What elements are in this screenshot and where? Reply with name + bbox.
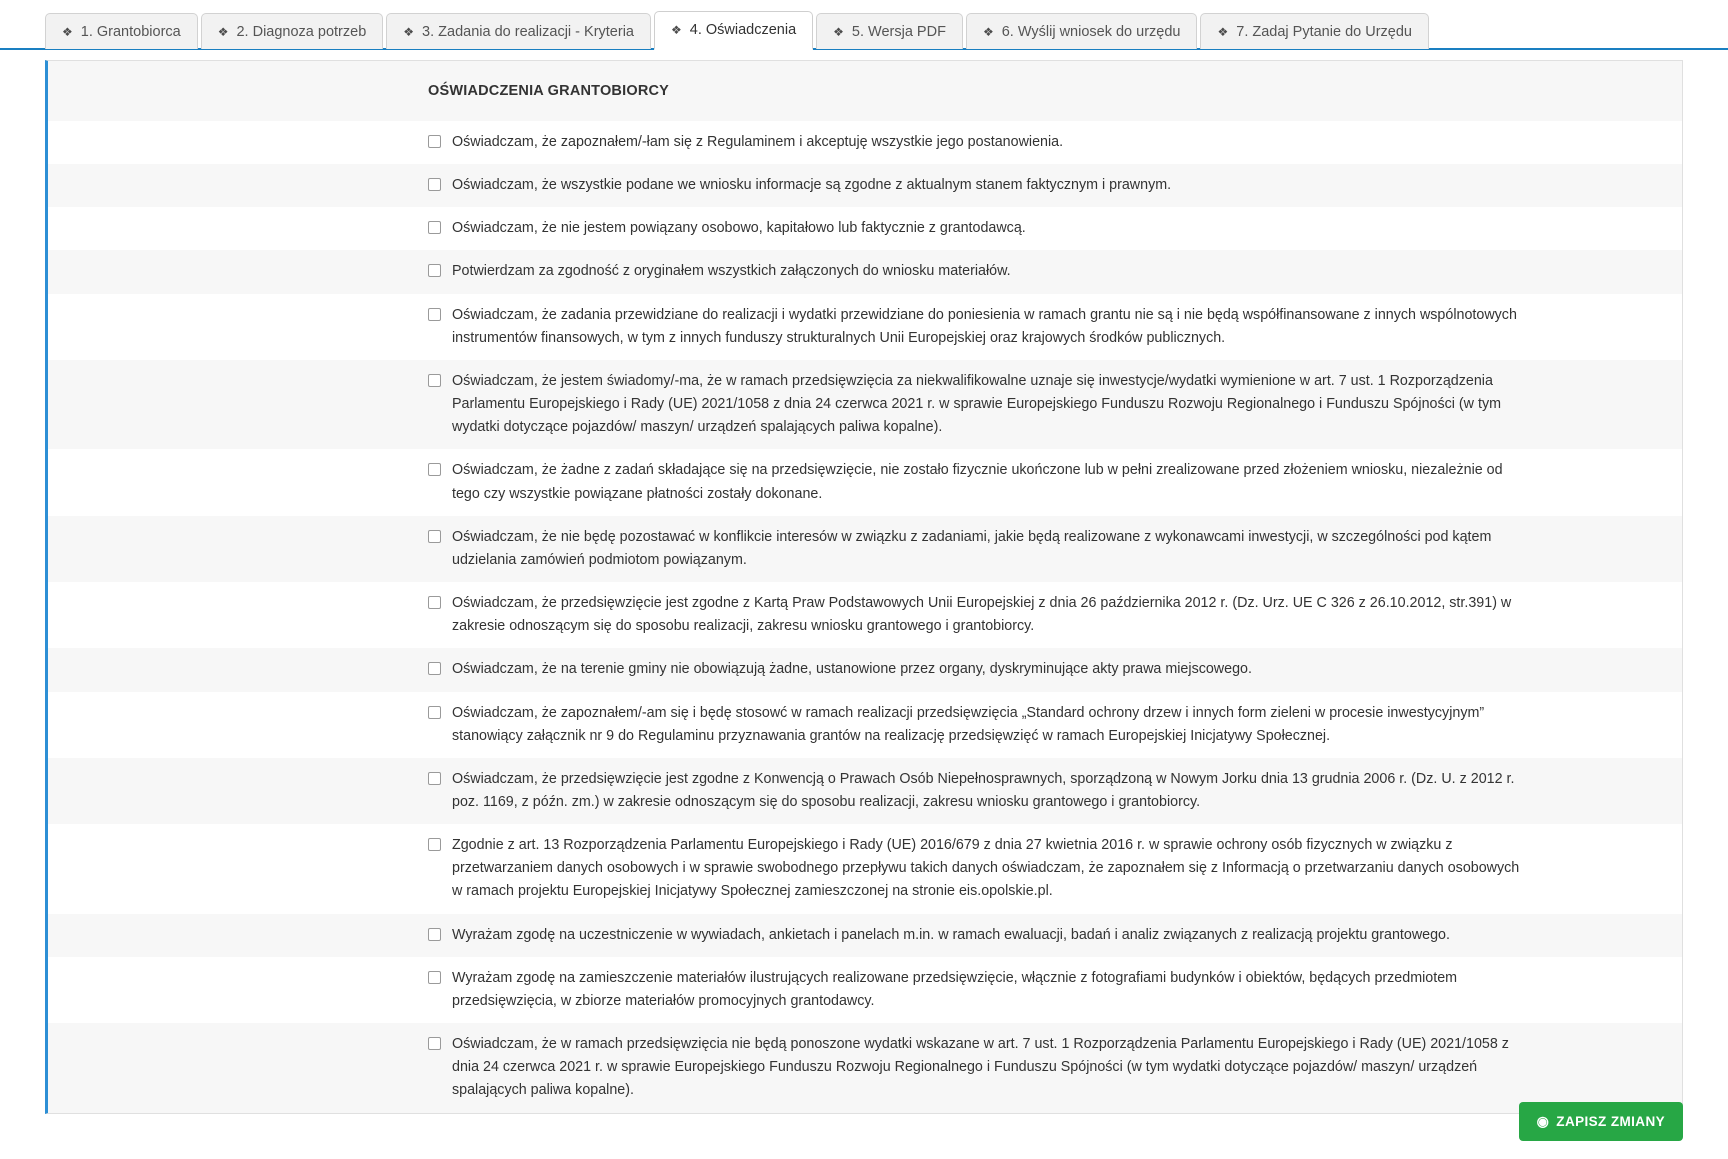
statement-checkbox[interactable] xyxy=(428,596,441,609)
tab-label: 5. Wersja PDF xyxy=(851,24,946,40)
diamond-icon: ❖ xyxy=(833,25,844,39)
statement-checkbox[interactable] xyxy=(428,838,441,851)
statement-row xyxy=(48,824,1682,913)
statement-row xyxy=(48,914,1682,957)
statement-text: Oświadczam, że żadne z zadań składające się na przedsięwzięcie, nie zostało fizycznie ukończone lub w pełni zrealizowane przed złożeniem wniosku, niezależnie od tego czy wszystkie powiązane płatności zostały dokonane. xyxy=(452,462,1503,502)
statement-checkbox[interactable] xyxy=(428,178,441,191)
statement-row xyxy=(48,648,1682,691)
statement-text: Oświadczam, że nie będę pozostawać w konflikcie interesów w związku z zadaniami, jakie będą realizowane z wykonawcami inwestycji, w szczególności pod kątem udzielania zamówień podmiotom powiązanym. xyxy=(452,528,1492,568)
tab-label: 4. Oświadczenia xyxy=(689,22,797,38)
page-title: OŚWIADCZENIA GRANTOBIORCY xyxy=(48,61,1682,121)
statement-text: Oświadczam, że zadania przewidziane do realizacji i wydatki przewidziane do poniesienia w ramach grantu nie są i nie będą współfinansowane z innych wspólnotowych instrumentów finansowych, w tym z innych funduszy strukturalnych Unii Europejskiej oraz krajowych środków publicznych. xyxy=(452,306,1517,346)
statement-text: Oświadczam, że zapoznałem/-łam się z Regulaminem i akceptuję wszystkie jego postanowienia. xyxy=(452,134,1064,150)
tab-7[interactable] xyxy=(1200,13,1428,49)
statement-row xyxy=(48,758,1682,824)
statement-text: Wyrażam zgodę na uczestniczenie w wywiadach, ankietach i panelach m.in. w ramach ewaluacji, badań i analiz związanych z realizacją projektu grantowego. xyxy=(452,926,1450,943)
statements-list xyxy=(48,121,1682,1113)
statement-text: Oświadczam, że przedsięwzięcie jest zgodne z Konwencją o Prawach Osób Niepełnosprawnych, sporządzoną w Nowym Jorku dnia 13 grudnia 2006 r. (Dz. U. z 2012 r. poz. 1169, z późn. zm.) w zakresie odnoszącym się do sposobu realizacji, zakresu wniosku grantowego i grantobiorcy. xyxy=(452,770,1515,810)
tab-5[interactable] xyxy=(816,13,963,49)
statement-text: Potwierdzam za zgodność z oryginałem wszystkich załączonych do wniosku materiałów. xyxy=(452,263,1011,280)
statement-text: Wyrażam zgodę na zamieszczenie materiałów ilustrujących realizowane przedsięwzięcie, włącznie z fotografiami budynków i obiektów, będących przedmiotem przedsięwzięcia, w zbiorze materiałów promocyjnych grantodawcy. xyxy=(452,969,1458,1009)
diamond-icon: ❖ xyxy=(1217,25,1229,39)
tab-1[interactable] xyxy=(45,13,198,49)
tab-6[interactable] xyxy=(966,13,1198,49)
tab-3[interactable] xyxy=(386,13,651,49)
diamond-icon: ❖ xyxy=(217,25,229,39)
tab-label: 3. Zadania do realizacji - Kryteria xyxy=(422,24,634,40)
statement-row xyxy=(48,250,1682,293)
tab-label: 7. Zadaj Pytanie do Urzędu xyxy=(1236,24,1412,40)
save-disk-icon: ◉ xyxy=(1536,1113,1550,1129)
statement-checkbox[interactable] xyxy=(428,706,441,719)
statement-checkbox[interactable] xyxy=(428,221,441,234)
statement-checkbox[interactable] xyxy=(428,1037,441,1050)
statement-text: Oświadczam, że przedsięwzięcie jest zgodne z Kartą Praw Podstawowych Unii Europejskiej z dnia 26 października 2012 r. (Dz. Urz. UE C 326 z 26.10.2012, str.391) w zakresie odnoszącym się do sposobu realizacji, zakresu wniosku grantowego i grantobiorcy. xyxy=(452,595,1512,635)
statement-text: Oświadczam, że nie jestem powiązany osobowo, kapitałowo lub faktycznie z grantodawcą. xyxy=(452,220,1026,237)
statement-row xyxy=(48,294,1682,360)
statement-checkbox[interactable] xyxy=(428,264,441,277)
statement-row xyxy=(48,121,1682,164)
statement-row xyxy=(48,516,1682,582)
tab-4[interactable] xyxy=(654,11,813,50)
statement-checkbox[interactable] xyxy=(428,971,441,984)
statement-checkbox[interactable] xyxy=(428,662,441,675)
statements-panel xyxy=(45,60,1683,1114)
statement-checkbox[interactable] xyxy=(428,135,441,148)
statement-text: Oświadczam, że jestem świadomy/-ma, że w ramach przedsięwzięcia za niekwalifikowalne uznaje się inwestycje/wydatki wymienione w art. 7 ust. 1 Rozporządzenia Parlamentu Europejskiego i Rady (UE) 2021/1058 z dnia 24 czerwca 2021 r. w sprawie Europejskiego Funduszu Rozwoju Regionalnego i Funduszu Spójności (w tym wydatki dotyczące pojazdów/ maszyn/ urządzeń spalających paliwa kopalne). xyxy=(452,372,1501,436)
tab-2[interactable] xyxy=(201,13,384,49)
statement-checkbox[interactable] xyxy=(428,308,441,321)
statement-row xyxy=(48,957,1682,1023)
diamond-icon: ❖ xyxy=(403,25,415,39)
statement-checkbox[interactable] xyxy=(428,772,441,785)
statement-text: Zgodnie z art. 13 Rozporządzenia Parlamentu Europejskiego i Rady (UE) 2016/679 z dnia 27 kwietnia 2016 r. w sprawie ochrony osób fizycznych w związku z przetwarzaniem danych osobowych i w sprawie swobodnego przepływu takich danych oświadczam, że zapoznałem się z Informacją o przetwarzaniu danych osobowych w ramach projektu Europejskiej Inicjatywy Społecznej zamieszczonej na stronie eis.opolskie.pl. xyxy=(452,837,1520,900)
statement-text: Oświadczam, że wszystkie podane we wniosku informacje są zgodne z aktualnym stanem faktycznym i prawnym. xyxy=(452,177,1172,194)
save-button[interactable] xyxy=(1519,1102,1683,1141)
tab-bar xyxy=(0,0,1728,50)
tab-label: 2. Diagnoza potrzeb xyxy=(236,24,367,40)
statement-checkbox[interactable] xyxy=(428,928,441,941)
statement-checkbox[interactable] xyxy=(428,530,441,543)
statement-text: Oświadczam, że na terenie gminy nie obowiązują żadne, ustanowione przez organy, dyskryminujące akty prawa miejscowego. xyxy=(452,661,1252,678)
tab-label: 1. Grantobiorca xyxy=(80,24,181,40)
statement-row xyxy=(48,207,1682,250)
statement-checkbox[interactable] xyxy=(428,374,441,387)
statements-panel-body xyxy=(48,61,1682,1113)
diamond-icon: ❖ xyxy=(671,23,682,37)
statement-row xyxy=(48,692,1682,758)
statement-checkbox[interactable] xyxy=(428,463,441,476)
diamond-icon: ❖ xyxy=(982,25,994,39)
statement-row xyxy=(48,164,1682,207)
statement-text: Oświadczam, że w ramach przedsięwzięcia nie będą ponoszone wydatki wskazane w art. 7 ust. 1 Rozporządzenia Parlamentu Europejskiego i Rady (UE) 2021/1058 z dnia 24 czerwca 2021 r. w sprawie Europejskiego Funduszu Rozwoju Regionalnego i Funduszu Spójności (w tym wydatki dotyczące pojazdów/ maszyn/ urządzeń spalających paliwa kopalne). xyxy=(452,1036,1509,1099)
statement-row xyxy=(48,360,1682,449)
statement-row xyxy=(48,449,1682,515)
statement-row xyxy=(48,582,1682,648)
save-button-label: ZAPISZ ZMIANY xyxy=(1556,1113,1665,1129)
tab-label: 6. Wyślij wniosek do urzędu xyxy=(1001,24,1181,40)
footer-actions xyxy=(0,1083,1728,1159)
diamond-icon: ❖ xyxy=(62,25,73,39)
statement-text: Oświadczam, że zapoznałem/-am się i będę stosowć w ramach realizacji przedsięwzięcia „Standard ochrony drzew i innych form zieleni w procesie inwestycyjnym” stanowiący załącznik nr 9 do Regulaminu przyznawania grantów na realizację przedsięwzięć w ramach Europejskiej Inicjatywy Społecznej. xyxy=(452,704,1485,744)
